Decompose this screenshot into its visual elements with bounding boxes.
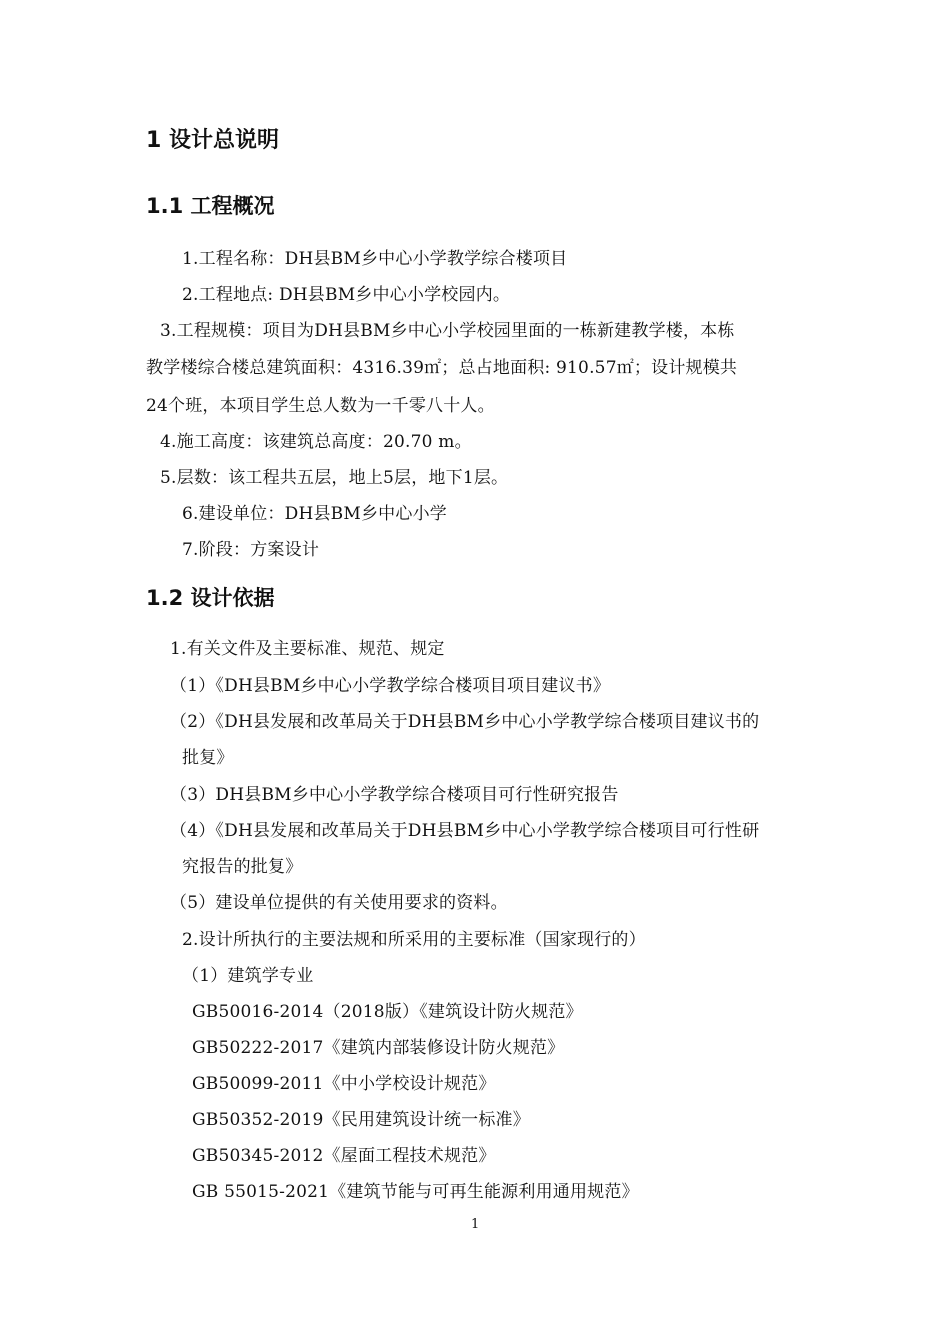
page-number: 1 [471,1217,480,1232]
section-heading-1: 1 设计总说明 [146,128,279,153]
section-heading-1-2: 1.2 设计依据 [146,586,275,610]
basis-line: （3）DH县BM乡中心小学教学综合楼项目可行性研究报告 [170,785,619,805]
basis-line: （5）建设单位提供的有关使用要求的资料。 [170,893,508,913]
overview-line: 教学楼综合楼总建筑面积：4316.39㎡；总占地面积: 910.57㎡；设计规模共 [146,358,738,378]
basis-line: （1）建筑学专业 [182,966,314,986]
overview-line: 3.工程规模：项目为DH县BM乡中心小学校园里面的一栋新建教学楼，本栋 [160,321,735,341]
standard-item: GB50352-2019《民用建筑设计统一标准》 [192,1110,530,1130]
basis-line: （4）《DH县发展和改革局关于DH县BM乡中心小学教学综合楼项目可行性研 [170,821,760,841]
basis-line: （2）《DH县发展和改革局关于DH县BM乡中心小学教学综合楼项目建议书的 [170,712,760,732]
standard-item: GB50345-2012《屋面工程技术规范》 [192,1146,496,1166]
overview-line: 7.阶段：方案设计 [182,540,320,560]
overview-line: 6.建设单位：DH县BM乡中心小学 [182,504,447,524]
basis-line: 2.设计所执行的主要法规和所采用的主要标准（国家现行的） [182,930,646,950]
overview-line: 2.工程地点: DH县BM乡中心小学校园内。 [182,285,511,305]
basis-line: 批复》 [182,748,234,768]
basis-line: 究报告的批复》 [182,857,303,877]
overview-line: 5.层数：该工程共五层，地上5层，地下1层。 [160,468,509,488]
overview-line: 24个班，本项目学生总人数为一千零八十人。 [146,396,495,416]
standard-item: GB50222-2017《建筑内部装修设计防火规范》 [192,1038,565,1058]
standard-item: GB50099-2011《中小学校设计规范》 [192,1074,496,1094]
section-heading-1-1: 1.1 工程概况 [146,194,275,218]
basis-line: （1）《DH县BM乡中心小学教学综合楼项目项目建议书》 [170,676,611,696]
basis-line: 1.有关文件及主要标准、规范、规定 [170,639,445,659]
standard-item: GB50016-2014（2018版）《建筑设计防火规范》 [192,1002,583,1022]
overview-line: 4.施工高度：该建筑总高度：20.70 m。 [160,432,472,452]
standard-item: GB 55015-2021《建筑节能与可再生能源利用通用规范》 [192,1182,639,1202]
overview-line: 1.工程名称：DH县BM乡中心小学教学综合楼项目 [182,249,568,269]
